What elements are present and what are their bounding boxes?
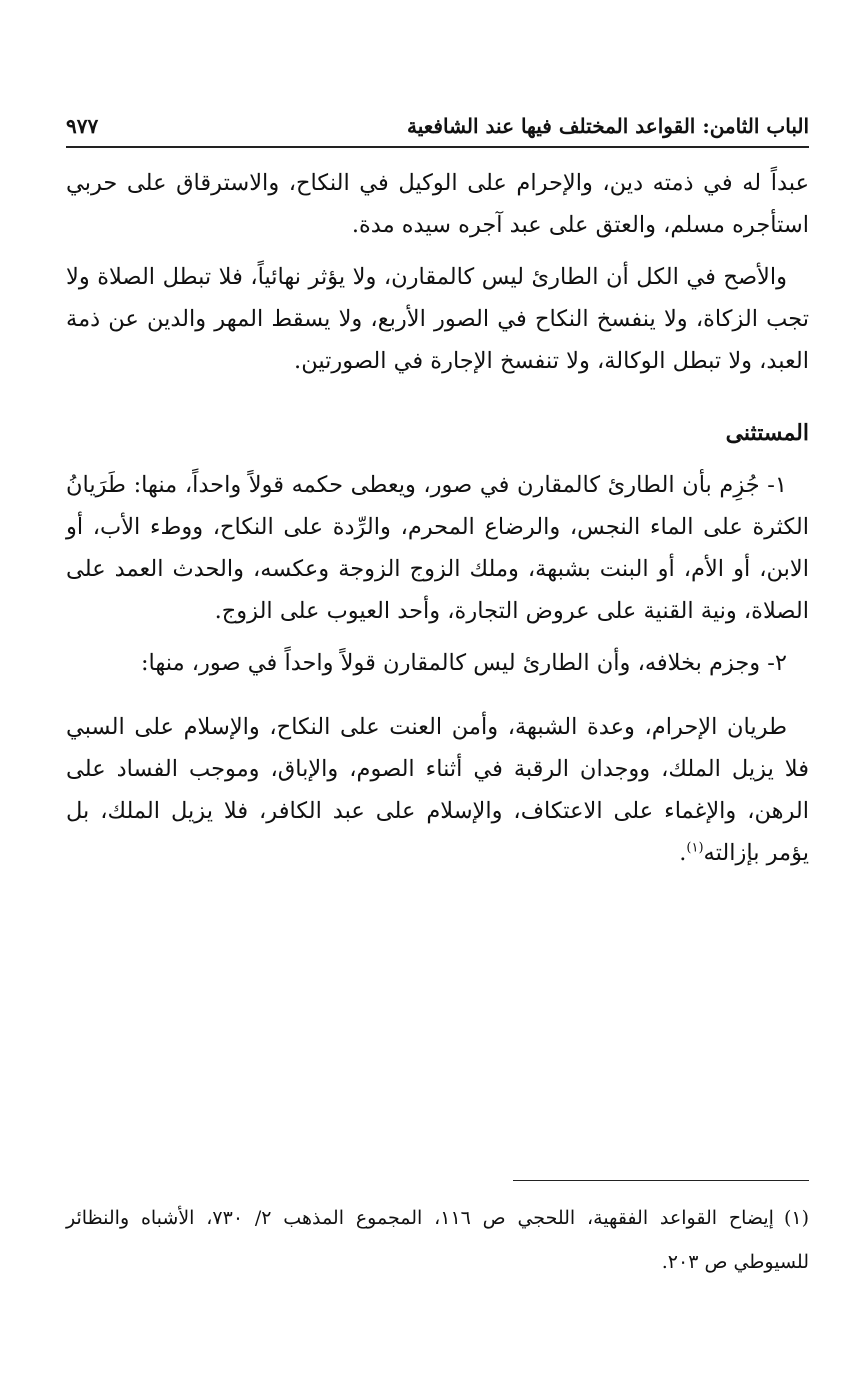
main-text bbox=[66, 162, 809, 874]
paragraph-continuation: عبداً له في ذمته دين، والإحرام على الوكيل في النكاح، والاسترقاق على حربي استأجره مسلم، والعتق على عبد آجره سيده مدة. bbox=[66, 170, 809, 238]
header-divider bbox=[66, 146, 809, 148]
footnote-text: إيضاح القواعد الفقهية، اللحجي ص ١١٦، المجموع المذهب ٢/ ٧٣٠، الأشباه والنظائر للسيوطي ص ٢٠٣. bbox=[66, 1207, 809, 1273]
paragraph-exception-1: ١- جُزِم بأن الطارئ كالمقارن في صور، ويعطى حكمه قولاً واحداً، منها: طَرَيانُ الكثرة على الماء النجس، والرضاع المحرم، والرِّدة على النكاح، ووطء الأب، أو الابن، أو الأم، أو البنت بشبهة، وملك الزوج الزوجة وعكسه، والحدث العمد على الصلاة، ونية القنية على عروض التجارة، وأحد العيوب على الزوج. bbox=[66, 472, 809, 624]
section-heading: المستثنى bbox=[725, 420, 809, 446]
paragraph-exception-2-list bbox=[66, 706, 809, 874]
sentence-end: . bbox=[679, 840, 687, 866]
footnote bbox=[66, 1196, 809, 1284]
footnote-reference[interactable]: (١) bbox=[686, 840, 704, 856]
paragraph-exception-2-text: طريان الإحرام، وعدة الشبهة، وأمن العنت على النكاح، والإسلام على السبي فلا يزيل الملك، ووجدان الرقبة في أثناء الصوم، والإباق، وموجب الفساد على الرهن، والإغماء على الاعتكاف، والإسلام على عبد الكافر، فلا يزيل الملك، بل يؤمر بإزالته bbox=[66, 714, 809, 866]
paragraph-ruling: والأصح في الكل أن الطارئ ليس كالمقارن، ولا يؤثر نهائياً، فلا تبطل الصلاة ولا تجب الزكاة، ولا ينفسخ النكاح في الصور الأربع، ولا يسقط المهر والدين عن ذمة العبد، ولا تبطل الوكالة، ولا تنفسخ الإجارة في الصورتين. bbox=[66, 264, 809, 374]
footnote-divider bbox=[513, 1180, 809, 1181]
page-header bbox=[66, 96, 809, 138]
footnote-entry bbox=[66, 1196, 809, 1284]
page-number: ٩٧٧ bbox=[66, 114, 99, 138]
paragraph-exception-2: ٢- وجزم بخلافه، وأن الطارئ ليس كالمقارن قولاً واحداً في صور، منها: bbox=[140, 650, 787, 676]
footnote-marker: (١) bbox=[783, 1207, 809, 1229]
running-title: الباب الثامن: القواعد المختلف فيها عند الشافعية bbox=[407, 114, 809, 138]
